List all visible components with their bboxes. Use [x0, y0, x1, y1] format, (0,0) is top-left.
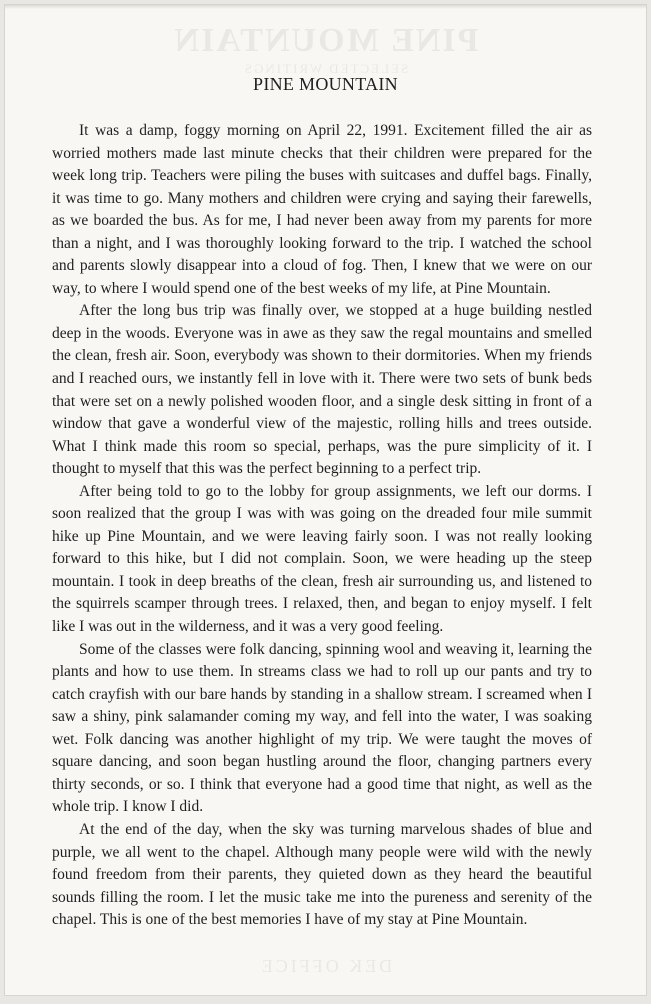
story-body — [52, 120, 592, 932]
paragraph: After being told to go to the lobby for group assignments, we left our dorms. I soon realized that the group I was with was going on the dreaded four mile summit hike up Pine Mountain, and we were leaving fairly soon. I was not really looking forward to this hike, but I did not complain. Soon, we were heading up the steep mountain. I took in deep breaths of the clean, fresh air surrounding us, and listened to the squirrels scamper through trees. I relaxed, then, and began to enjoy myself. I felt like I was out in the wilderness, and it was a very good feeling. — [52, 482, 592, 636]
document-page — [4, 4, 647, 996]
paragraph: After the long bus trip was finally over, we stopped at a huge building nestled deep in the woods. Everyone was in awe as they saw the regal mountains and smelled the clean, fresh air. Soon, everybody was shown to their dormitories. When my friends and I reached ours, we instantly fell in love with it. There were two sets of bunk beds that were set on a newly polished wooden floor, and a single desk sitting in front of a window that gave a wonderful view of the majestic, rolling hills and trees outside. What I think made this room so special, perhaps, was the pure simplicity of it. I thought to myself that this was the perfect beginning to a perfect trip. — [52, 302, 592, 478]
paragraph: At the end of the day, when the sky was turning marvelous shades of blue and purple, we all went to the chapel. Although many people were wild with the newly found freedom from their parents, they quieted down as they heard the beautiful sounds filling the room. I let the music take me into the pureness and serenity of the chapel. This is one of the best memories I have of my stay at Pine Mountain. — [52, 820, 592, 929]
show-through-title: PINE MOUNTAIN — [172, 22, 479, 59]
show-through-subtitle: SELECTED WRITINGS — [242, 61, 409, 76]
show-through-bottom-text: DEK OFFICE — [258, 956, 393, 976]
page-top-edge — [4, 4, 647, 9]
page-title: PINE MOUNTAIN — [253, 74, 398, 94]
paragraph: Some of the classes were folk dancing, spinning wool and weaving it, learning the plants and how to use them. In streams class we had to roll up our pants and try to catch crayfish with our bare hands by standing in a shallow stream. I screamed when I saw a shiny, pink salamander coming my way, and fell into the water, I was soaking wet. Folk dancing was another highlight of my trip. We were taught the moves of square dancing, and soon began hustling around the floor, changing partners every thirty seconds, or so. I think that everyone had a good time that night, as well as the whole trip. I know I did. — [52, 640, 592, 816]
paragraph: It was a damp, foggy morning on April 22, 1991. Excitement filled the air as worried mothers made last minute checks that their children were prepared for the week long trip. Teachers were piling the buses with suitcases and duffel bags. Finally, it was time to go. Many mothers and children were crying and saying their farewells, as we boarded the bus. As for me, I had never been away from my parents for more than a night, and I was thoroughly looking forward to the trip. I watched the school and parents slowly disappear into a cloud of fog. Then, I knew that we were on our way, to where I would spend one of the best weeks of my life, at Pine Mountain. — [52, 122, 592, 297]
